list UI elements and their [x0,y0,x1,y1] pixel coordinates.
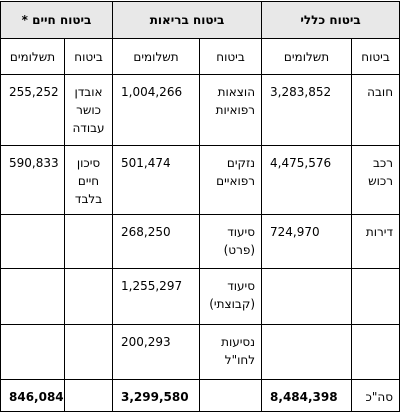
life-total-cell: 846,084 [1,380,65,412]
table-row [1,75,400,146]
life-type-cell: אובדן כושר עבודה [65,75,113,146]
health-amount-cell: 1,004,266 [113,75,200,146]
health-amount-cell: 268,250 [113,215,200,269]
health-amount-cell: 1,255,297 [113,269,200,325]
general-amount-cell [262,269,352,325]
life-amount-cell: 255,252 [1,75,65,146]
table-row [1,269,400,325]
subheader-life-payments: תשלומים [1,39,65,75]
general-amount-cell [262,325,352,380]
general-type-cell: דירות [352,215,400,269]
health-type-cell: נסיעות לחו"ל [200,325,262,380]
table-row [1,215,400,269]
general-amount-cell: 724,970 [262,215,352,269]
life-type-cell [65,325,113,380]
general-type-cell: חובה [352,75,400,146]
life-type-cell [65,269,113,325]
health-type-cell: סיעוד (פרט) [200,215,262,269]
life-amount-cell [1,325,65,380]
general-type-cell [352,325,400,380]
health-type-cell: הוצאות רפואיות [200,75,262,146]
general-total-cell: 8,484,398 [262,380,352,412]
health-total-cell: 3,299,580 [113,380,200,412]
health-type-cell: נזקים רפואיים [200,146,262,215]
health-total-type-cell [200,380,262,412]
totals-label: סה"כ [352,380,400,412]
sub-header-row [1,39,400,75]
subheader-general-payments: תשלומים [262,39,352,75]
table-row [1,146,400,215]
subheader-life-insurance: ביטוח [65,39,113,75]
health-amount-cell: 501,474 [113,146,200,215]
health-type-cell: סיעוד (קבוצתי) [200,269,262,325]
life-total-type-cell [65,380,113,412]
life-amount-cell: 590,833 [1,146,65,215]
life-amount-cell [1,215,65,269]
life-type-cell: סיכון חיים בלבד [65,146,113,215]
general-type-cell: רכב רכוש [352,146,400,215]
subheader-health-insurance: ביטוח [200,39,262,75]
general-amount-cell: 3,283,852 [262,75,352,146]
totals-row [1,380,400,412]
life-amount-cell [1,269,65,325]
general-type-cell [352,269,400,325]
group-header-row [1,2,400,39]
life-type-cell [65,215,113,269]
header-life: ביטוח חיים * [1,2,113,39]
insurance-payments-table [0,1,400,412]
subheader-general-insurance: ביטוח [352,39,400,75]
header-health: ביטוח בריאות [113,2,262,39]
general-amount-cell: 4,475,576 [262,146,352,215]
health-amount-cell: 200,293 [113,325,200,380]
subheader-health-payments: תשלומים [113,39,200,75]
table-row [1,325,400,380]
header-general: ביטוח כללי [262,2,400,39]
